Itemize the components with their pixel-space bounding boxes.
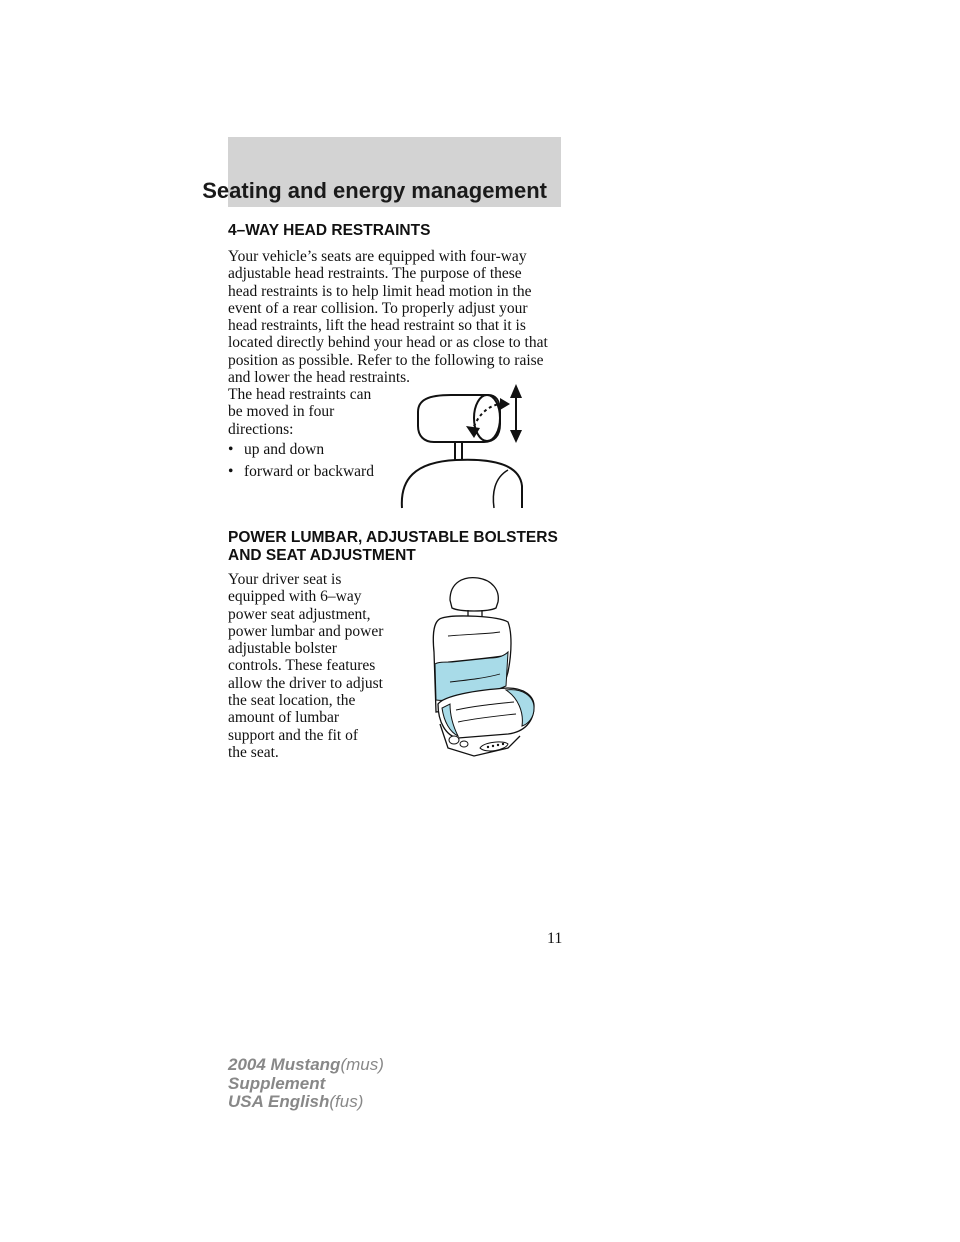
bullet-glyph: • <box>228 441 234 458</box>
intro-line: adjustable head restraints. The purpose of these <box>228 265 522 283</box>
power-lumbar-body <box>228 571 383 761</box>
bullet-item <box>228 463 374 481</box>
body-line: power seat adjustment, <box>228 605 371 623</box>
body-line: power lumbar and power <box>228 622 384 640</box>
heading-line: POWER LUMBAR, ADJUSTABLE BOLSTERS <box>228 529 558 546</box>
bullet-text: up and down <box>244 441 325 458</box>
intro-line: event of a rear collision. To properly adjust your <box>228 299 528 317</box>
body-line: the seat. <box>228 743 279 761</box>
intro-line: Your vehicle’s seats are equipped with four-way <box>228 248 527 265</box>
power-lumbar-heading <box>228 529 558 565</box>
intro-line: position as possible. Refer to the following to raise <box>228 351 544 369</box>
footer-language-code: (fus) <box>329 1092 364 1111</box>
body-line: equipped with 6–way <box>228 588 362 606</box>
body-line: support and the fit of <box>228 726 359 744</box>
head-restraint-illustration <box>396 380 531 512</box>
footer-line: Supplement <box>228 1073 326 1093</box>
head-restraints-heading: 4–WAY HEAD RESTRAINTS <box>228 222 431 239</box>
footer-line <box>228 1056 384 1075</box>
bullet-text: forward or backward <box>244 463 374 480</box>
head-restraints-directions <box>228 386 371 438</box>
body-line: amount of lumbar <box>228 709 340 727</box>
body-line: controls. These features <box>228 657 376 675</box>
footer-model-code: (mus) <box>340 1055 384 1074</box>
directions-line: The head restraints can <box>228 386 372 403</box>
directions-line: directions: <box>228 420 294 438</box>
power-seat-illustration <box>428 572 540 760</box>
directions-line: be moved in four <box>228 403 335 421</box>
footer-language: USA English <box>228 1092 330 1111</box>
body-line: the seat location, the <box>228 692 356 710</box>
footer-document-info <box>228 1056 384 1112</box>
intro-line: and lower the head restraints. <box>228 369 411 387</box>
footer-model: 2004 Mustang <box>228 1055 341 1074</box>
bullet-glyph: • <box>228 463 234 480</box>
intro-line: head restraints is to help limit head motion in the <box>228 282 532 300</box>
page-number: 11 <box>547 930 563 947</box>
head-restraints-intro <box>228 248 548 386</box>
intro-line: located directly behind your head or as close to that <box>228 334 548 352</box>
body-line: allow the driver to adjust <box>228 674 383 692</box>
body-line: adjustable bolster <box>228 640 337 658</box>
footer-line <box>228 1093 384 1112</box>
intro-line: head restraints, lift the head restraint so that it is <box>228 317 526 335</box>
bullet-item <box>228 441 324 459</box>
section-title: Seating and energy management <box>202 178 547 203</box>
heading-line: AND SEAT ADJUSTMENT <box>228 547 416 564</box>
body-line: Your driver seat is <box>228 571 342 588</box>
section-header <box>202 137 561 207</box>
